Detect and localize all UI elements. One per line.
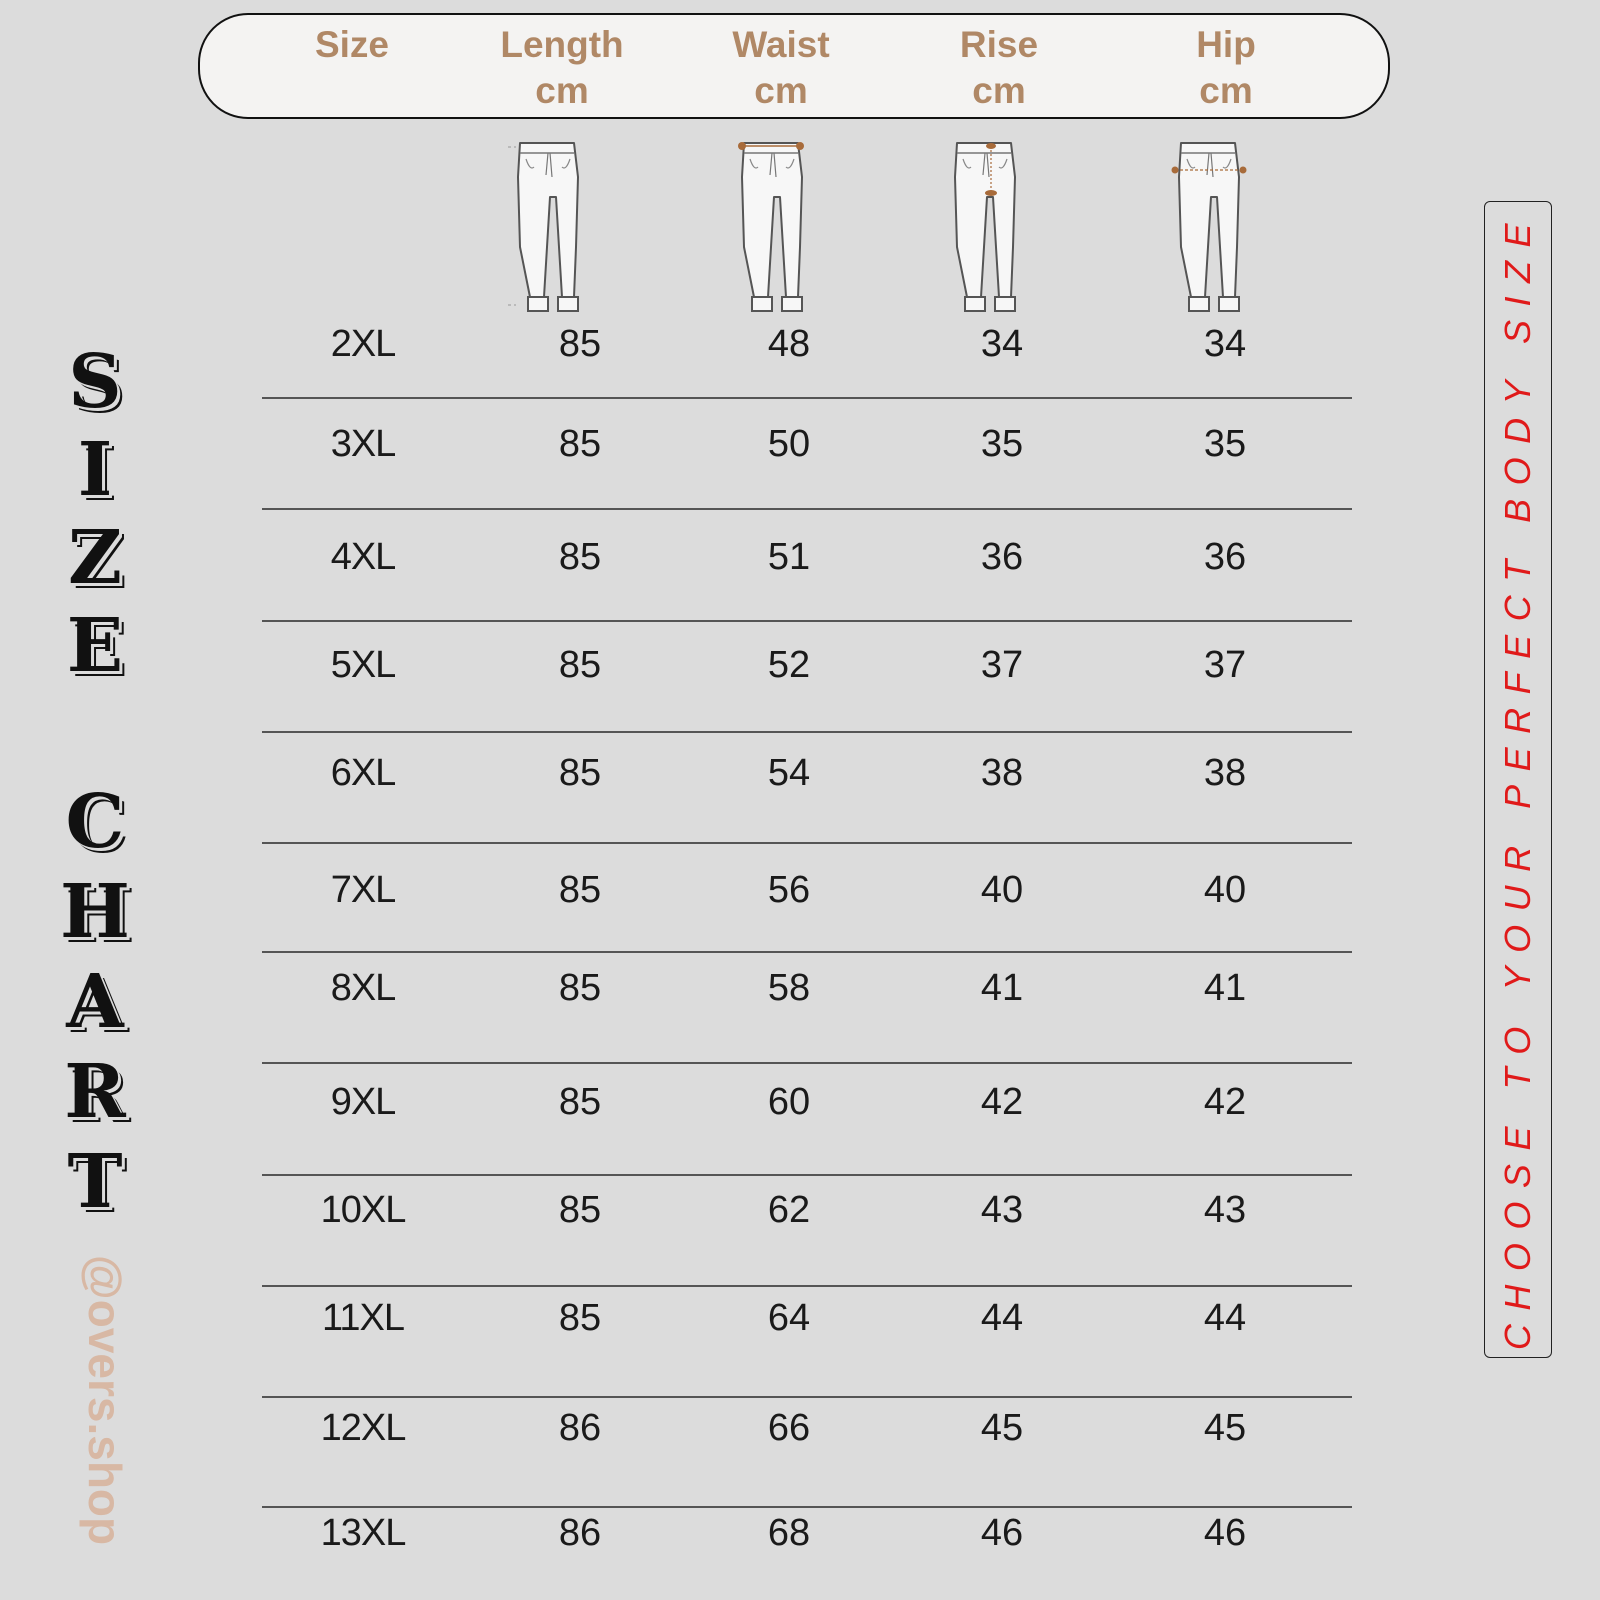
pants-length-icon (506, 137, 586, 327)
row-divider (262, 1396, 1352, 1398)
table-row (0, 1398, 1600, 1458)
cell-waist: 54 (767, 752, 811, 794)
title-letter: Z (67, 515, 123, 601)
cell-waist: 52 (767, 644, 811, 686)
cell-length: 86 (558, 1407, 602, 1449)
table-row (0, 314, 1600, 374)
table-row (0, 1072, 1600, 1132)
cell-size: 3XL (330, 423, 396, 465)
cell-hip: 44 (1203, 1297, 1247, 1339)
cell-rise: 46 (980, 1512, 1024, 1554)
row-divider (262, 842, 1352, 844)
cell-size: 11XL (322, 1297, 404, 1339)
cell-size: 12XL (320, 1407, 406, 1449)
title-letter: S (68, 339, 122, 425)
cell-waist: 56 (767, 869, 811, 911)
cell-rise: 38 (980, 752, 1024, 794)
table-row (0, 860, 1600, 920)
shop-watermark: @overs.shop (79, 1254, 131, 1546)
header-length (462, 22, 662, 114)
row-divider (262, 397, 1352, 399)
row-divider (262, 620, 1352, 622)
row-divider (262, 1506, 1352, 1508)
title-letter: H (60, 869, 130, 955)
cell-size: 10XL (320, 1189, 406, 1231)
cell-waist: 48 (767, 323, 811, 365)
header-rise-label: Rise (959, 24, 1039, 65)
cell-waist: 51 (767, 536, 811, 578)
cell-waist: 66 (767, 1407, 811, 1449)
table-row (0, 1288, 1600, 1348)
table-row (0, 958, 1600, 1018)
cell-hip: 42 (1203, 1081, 1247, 1123)
header-size-label: Size (314, 24, 390, 65)
cell-waist: 50 (767, 423, 811, 465)
header-length-label: Length (500, 24, 624, 65)
cell-size: 6XL (330, 752, 396, 794)
title-letter: R (64, 1049, 126, 1135)
cell-rise: 41 (980, 967, 1024, 1009)
cell-rise: 42 (980, 1081, 1024, 1123)
cell-length: 85 (558, 1081, 602, 1123)
cell-rise: 34 (980, 323, 1024, 365)
pants-rise-icon (943, 137, 1023, 327)
header-hip-unit: cm (1199, 70, 1253, 111)
pants-hip-icon (1167, 137, 1247, 327)
cell-size: 2XL (330, 323, 396, 365)
table-row (0, 527, 1600, 587)
header-hip-label: Hip (1196, 24, 1256, 65)
cell-size: 13XL (320, 1512, 406, 1554)
cell-hip: 35 (1203, 423, 1247, 465)
cell-waist: 58 (767, 967, 811, 1009)
cell-hip: 41 (1203, 967, 1247, 1009)
header-length-unit: cm (535, 70, 589, 111)
cell-size: 4XL (330, 536, 396, 578)
cell-rise: 43 (980, 1189, 1024, 1231)
title-letter: C (65, 779, 125, 865)
row-divider (262, 731, 1352, 733)
header-rise (899, 22, 1099, 114)
cell-length: 85 (558, 967, 602, 1009)
table-row (0, 1503, 1600, 1563)
row-divider (262, 951, 1352, 953)
cell-rise: 45 (980, 1407, 1024, 1449)
cell-hip: 38 (1203, 752, 1247, 794)
header-hip (1126, 22, 1326, 114)
cell-length: 85 (558, 752, 602, 794)
cell-length: 85 (558, 323, 602, 365)
header-size (252, 22, 452, 68)
header-waist-unit: cm (754, 70, 808, 111)
cell-length: 85 (558, 536, 602, 578)
header-rise-unit: cm (972, 70, 1026, 111)
cell-length: 85 (558, 644, 602, 686)
cell-length: 85 (558, 1297, 602, 1339)
row-divider (262, 508, 1352, 510)
row-divider (262, 1062, 1352, 1064)
cell-size: 5XL (330, 644, 396, 686)
cell-rise: 35 (980, 423, 1024, 465)
cell-length: 85 (558, 1189, 602, 1231)
header-waist-label: Waist (732, 24, 830, 65)
cell-rise: 37 (980, 644, 1024, 686)
table-row (0, 635, 1600, 695)
cell-waist: 68 (767, 1512, 811, 1554)
cell-hip: 37 (1203, 644, 1247, 686)
pants-waist-icon (730, 137, 810, 327)
cell-length: 86 (558, 1512, 602, 1554)
cell-hip: 34 (1203, 323, 1247, 365)
cell-hip: 43 (1203, 1189, 1247, 1231)
cell-waist: 62 (767, 1189, 811, 1231)
cell-rise: 36 (980, 536, 1024, 578)
cell-waist: 64 (767, 1297, 811, 1339)
cell-hip: 36 (1203, 536, 1247, 578)
row-divider (262, 1285, 1352, 1287)
cell-hip: 40 (1203, 869, 1247, 911)
table-row (0, 743, 1600, 803)
banner-text: CHOOSE TO YOUR PERFECT BODY SIZE (1497, 209, 1538, 1351)
cell-size: 8XL (330, 967, 396, 1009)
cell-rise: 40 (980, 869, 1024, 911)
cell-hip: 45 (1203, 1407, 1247, 1449)
table-row (0, 1180, 1600, 1240)
title-letter: A (66, 959, 124, 1045)
title-letter: I (77, 427, 113, 513)
cell-hip: 46 (1203, 1512, 1247, 1554)
cell-size: 7XL (330, 869, 396, 911)
cell-rise: 44 (980, 1297, 1024, 1339)
header-waist (681, 22, 881, 114)
title-letter: E (66, 603, 124, 689)
row-divider (262, 1174, 1352, 1176)
cell-length: 85 (558, 869, 602, 911)
cell-waist: 60 (767, 1081, 811, 1123)
table-row (0, 414, 1600, 474)
title-letter: T (67, 1139, 123, 1225)
cell-size: 9XL (330, 1081, 396, 1123)
cell-length: 85 (558, 423, 602, 465)
